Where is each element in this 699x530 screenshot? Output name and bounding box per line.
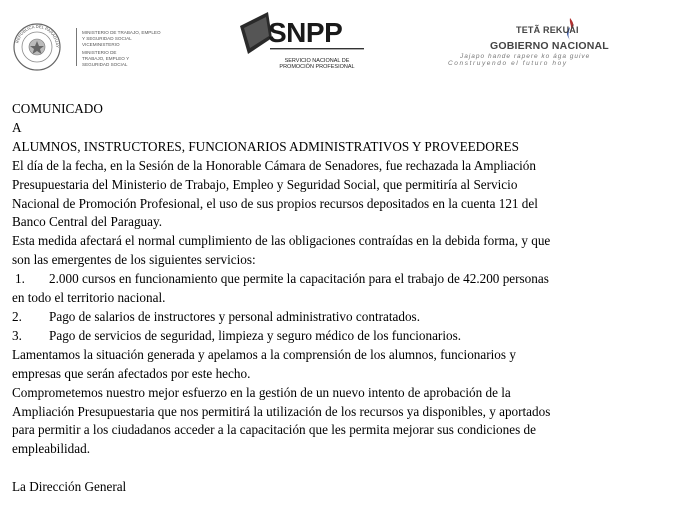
gob-slogan-guarani: Jajapo hande rapere ko ága guive <box>460 53 591 60</box>
paragraph-line: son las emergentes de los siguientes servicios: <box>12 252 256 268</box>
paragraph-line: Nacional de Promoción Profesional, el uso de sus propios recursos depositados en la cuenta 121 del <box>12 195 538 211</box>
paragraph-line: Comprometemos nuestro mejor esfuerzo en la gestión de un nuevo intento de aprobación de la <box>12 384 511 400</box>
ministry-name <box>82 30 182 68</box>
gob-slogan-spanish: Construyendo el futuro hoy <box>448 60 568 67</box>
paragraph-line: Presupuestaria del Ministerio de Trabajo, Empleo y Seguridad Social, que permitiría al Servicio <box>12 176 518 192</box>
list-item <box>12 308 692 327</box>
letterhead <box>0 0 699 80</box>
ministry-line: SEGURIDAD SOCIAL <box>82 62 128 67</box>
list-item <box>12 270 692 289</box>
list-number: 2. <box>12 308 22 324</box>
snpp-subtitle-line: SERVICIO NACIONAL DE <box>284 58 350 64</box>
government-logo <box>448 18 678 68</box>
communique-body <box>12 100 692 497</box>
paragraph-line: para permitir a los ciudadanos acceder a la capacitación que les permita mejorar sus condiciones de <box>12 422 536 438</box>
ministry-line: VICEMINISTERIO <box>82 42 120 47</box>
paragraph-line: Lamentamos la situación generada y apelamos a la comprensión de los alumnos, funcionarios y <box>12 346 516 362</box>
title-addressees: ALUMNOS, INSTRUCTORES, FUNCIONARIOS ADMINISTRATIVOS Y PROVEEDORES <box>12 138 519 154</box>
ministry-line: MINISTERIO DE TRABAJO, EMPLEO <box>82 30 161 35</box>
list-text: Pago de salarios de instructores y personal administrativo contratados. <box>49 308 420 324</box>
list-text: Pago de servicios de seguridad, limpieza y seguro médico de los funcionarios. <box>49 327 461 343</box>
ministry-line: TRABAJO, EMPLEO Y <box>82 56 130 61</box>
gob-name-text: GOBIERNO NACIONAL <box>490 40 609 52</box>
snpp-subtitle-line: PROMOCIÓN PROFESIONAL <box>279 64 355 70</box>
gob-top-text: TETÃ REKUÁI <box>516 25 579 35</box>
list-number: 3. <box>12 327 22 343</box>
title-comunicado: COMUNICADO <box>12 101 103 116</box>
list-item <box>12 327 692 346</box>
snpp-logo-text: SNPP <box>268 17 343 48</box>
ministry-line: Y SEGURIDAD SOCIAL <box>82 36 132 41</box>
paragraph-line: empleabilidad. <box>12 441 90 457</box>
paragraph-line: Ampliación Presupuestaria que nos permitirá la utilización de los recursos ya disponibles, y aportados <box>12 403 551 419</box>
paraguay-seal-icon <box>12 22 62 72</box>
snpp-logo <box>238 8 368 72</box>
title-a: A <box>12 119 22 135</box>
snpp-subtitle <box>262 58 372 70</box>
header-divider <box>76 28 77 66</box>
signature: La Dirección General <box>12 479 127 495</box>
snpp-logo-icon <box>238 8 368 58</box>
list-text: 2.000 cursos en funcionamiento que permite la capacitación para el trabajo de 42.200 personas <box>49 271 549 287</box>
spacer <box>12 459 692 478</box>
seal-text: REPÚBLICA DEL PARAGUAY <box>14 23 61 48</box>
list-continuation: en todo el territorio nacional. <box>12 290 166 306</box>
paragraph-line: empresas que serán afectados por este hecho. <box>12 365 251 381</box>
paragraph-line: Banco Central del Paraguay. <box>12 214 163 230</box>
ministry-line: MINISTERIO DE <box>82 50 117 55</box>
paragraph-line: Esta medida afectará el normal cumplimiento de las obligaciones contraídas en la debida forma, y que <box>12 233 551 249</box>
paragraph-line: El día de la fecha, en la Sesión de la Honorable Cámara de Senadores, fue rechazada la Ampliación <box>12 157 536 173</box>
list-number: 1. <box>15 271 25 287</box>
